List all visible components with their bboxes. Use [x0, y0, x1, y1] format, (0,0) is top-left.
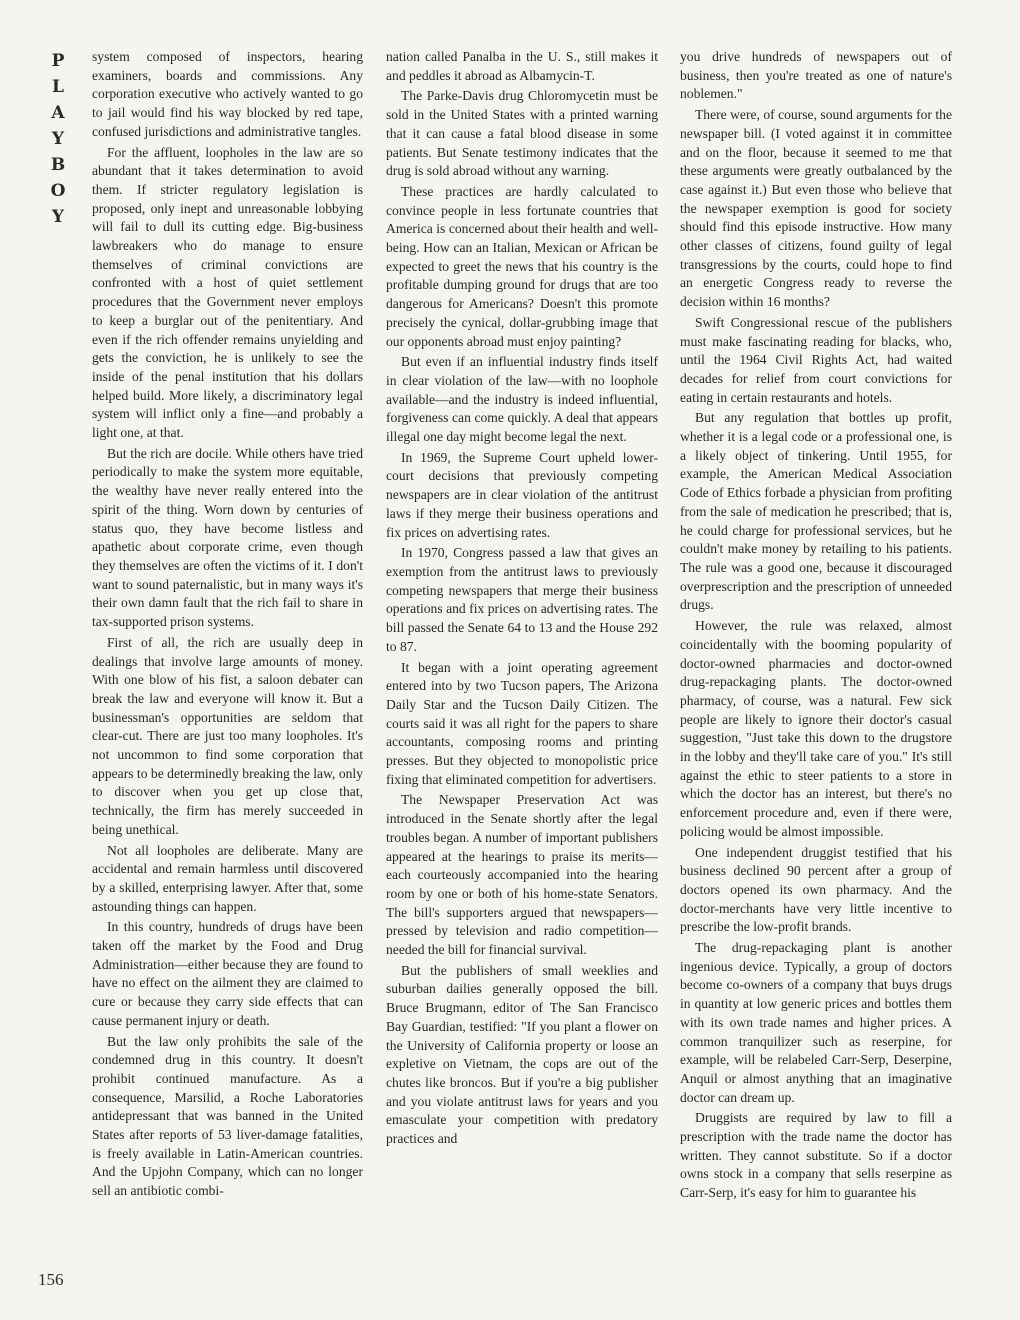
paragraph: Druggists are required by law to fill a prescription with the trade name the doctor has written. They cannot substitute. So if a doctor owns stock in a company that sells reserpine as Carr-Serp, it's easy for him to guarantee his: [680, 1110, 952, 1201]
paragraph: But the rich are docile. While others have tried periodically to make the system more equitable, the wealthy have never really entered into the spirit of the thing. Worn down by centuries of status quo, they have become listless and apathetic about corporate crime, even though they themselves are often the victims of it. I don't want to sound paternalistic, but in many ways it's their own damn fault that the rich fail to share in tax-supported prison systems.: [92, 445, 363, 630]
paragraph: But the law only prohibits the sale of the condemned drug in this country. It doesn't prohibit continued manufacture. As a consequence, Marsilid, a Roche Laboratories antidepressant that was banned in the United States after reports of 53 liver-damage fatalities, is freely available in Latin-American countries. And the Upjohn Company, which can no longer sell an antibiotic combi-: [92, 1033, 363, 1199]
paragraph: However, the rule was relaxed, almost coincidentally with the booming popularity of doctor-owned pharmacies and doctor-owned drug-repackaging plants. The doctor-owned pharmacy, of course, was a natural. Few sick people are likely to ignore their doctor's casual suggestion, "Just take this down to the drugstore in the lobby and they'll take care of you." It's still against the ethic to steer patients to a store in which the doctor has an interest, but there's no enforcement procedure and, even if there were, policing would be almost impossible.: [680, 618, 952, 839]
magazine-letter: Y: [51, 207, 65, 227]
magazine-letter: L: [52, 77, 64, 97]
magazine-letter: A: [51, 103, 65, 123]
paragraph: For the affluent, loopholes in the law are so abundant that it takes determination to avoid them. If stricter regulatory legislation is proposed, only inept and unreasonable lobbying will fail to dull its cutting edge. Big-business lawbreakers who do manage to ensure themselves of criminal convictions are confronted with a host of quiet settlement procedures that the Government never employs to keep a burglar out of the penitentiary. And even if the rich offender remains unyielding and gets the conviction, he is unlikely to see the inside of the penal institution that his dollars helped build. More likely, a discriminatory legal system will inflict only a fine—and probably a light one, at that.: [92, 144, 363, 441]
paragraph: The Newspaper Preservation Act was introduced in the Senate shortly after the legal troubles began. A number of important publishers appeared at the hearings to praise its merits—each courteously accompanied into the hearing room by one or both of his home-state Senators. The bill's supporters argued that newspapers—pressed by television and radio competition—needed the bill for financial survival.: [386, 792, 658, 958]
paragraph: In this country, hundreds of drugs have been taken off the market by the Food and Drug Administration—either because they are found to have no effect on the ailment they are claimed to cure or because they carry side effects that can cause permanent injury or death.: [92, 919, 363, 1028]
paragraph: One independent druggist testified that his business declined 90 percent after a group of doctors opened its own pharmacy. And the doctor-merchants have very little incentive to prescribe the low-profit brands.: [680, 844, 952, 935]
magazine-letter: P: [51, 51, 65, 71]
magazine-letter: B: [50, 155, 66, 175]
paragraph: In 1969, the Supreme Court upheld lower-court decisions that previously competing newspapers are in clear violation of the antitrust laws if they merge their business operations and fix prices on advertising rates.: [386, 449, 658, 540]
text-column-1: [92, 48, 363, 1298]
paragraph: The Parke-Davis drug Chloromycetin must be sold in the United States with a printed warning that it can cause a fatal blood disease in some patients. But Senate testimony indicates that the drug is sold abroad without any warning.: [386, 88, 658, 179]
magazine-name-vertical: [38, 48, 78, 230]
paragraph: you drive hundreds of newspapers out of business, then you're treated as one of nature's noblemen.": [680, 49, 952, 102]
paragraph: It began with a joint operating agreement entered into by two Tucson papers, The Arizona Daily Star and the Tucson Daily Citizen. The courts said it was all right for the papers to share accountants, composing rooms and printing presses. But they objected to monopolistic price fixing that eliminated competition for advertisers.: [386, 659, 658, 787]
paragraph: But even if an influential industry finds itself in clear violation of the law—with no loophole available—and the industry is indeed influential, forgiveness can come quickly. A deal that appears illegal one day might become legal the next.: [386, 354, 658, 445]
magazine-letter: Y: [51, 129, 65, 149]
magazine-letter: O: [50, 181, 66, 201]
paragraph: But the publishers of small weeklies and suburban dailies generally opposed the bill. Bruce Brugmann, editor of The San Francisco Bay Guardian, testified: "If you plant a flower on the University of California property or loose an expletive on Vietnam, the cops are out of the chutes like broncos. But if you're a big publisher and you violate antitrust laws for years and you emasculate your competition with predatory practices and: [386, 962, 658, 1147]
paragraph: In 1970, Congress passed a law that gives an exemption from the antitrust laws to previously competing newspapers that merge their business operations and fix prices on advertising rates. The bill passed the Senate 64 to 13 and the House 292 to 87.: [386, 545, 658, 654]
text-column-3: [680, 48, 952, 1298]
paragraph: First of all, the rich are usually deep in dealings that involve large amounts of money. With one blow of his fist, a saloon debater can break the law and everyone will know it. But a businessman's opportunities are seldom that clear-cut. There are just too many loopholes. It's not uncommon to find some corporation that appears to be determinedly breaking the law, only to discover when you get up close that, technically, the firm has merely succeeded in being unethical.: [92, 634, 363, 837]
paragraph: But any regulation that bottles up profit, whether it is a legal code or a professional one, is a likely object of tinkering. Until 1955, for example, the American Medical Association Code of Ethics forbade a physician from profiting from the sale of medication he prescribed; that is, he could charge for professional services, but he couldn't make money by retailing to his patients. The rule was a good one, because it discouraged overprescription and the prescription of unneeded drugs.: [680, 410, 952, 613]
paragraph: system composed of inspectors, hearing examiners, boards and commissions. Any corporation executive who actively wanted to go to jail would find his way blocked by red tape, confused jurisdictions and administrative tangles.: [92, 49, 363, 139]
paragraph: These practices are hardly calculated to convince people in less fortunate countries that America is concerned about their health and well-being. How can an Italian, Mexican or African be expected to greet the news that his country is the profitable dumping ground for drugs that are too dangerous for Americans? Doesn't this promote precisely the cynical, dollar-grubbing image that our opponents abroad must enjoy painting?: [386, 183, 658, 349]
paragraph: The drug-repackaging plant is another ingenious device. Typically, a group of doctors become co-owners of a company that buys drugs in quantity at low generic prices and bottles them with its own trade names and higher prices. A common tranquilizer such as reserpine, for example, will be relabeled Carr-Serp, Deserpine, Anquil or almost anything that an imaginative doctor can dream up.: [680, 940, 952, 1105]
paragraph: There were, of course, sound arguments for the newspaper bill. (I voted against it in committee and on the floor, because it seemed to me that these arguments were greatly outbalanced by the case against it.) But even those who believe that the newspaper exemption is good for society should find this episode instructive. How many other classes of citizens, found guilty of legal transgressions by the courts, could hope to find an energetic Congress ready to reverse the decision within 16 months?: [680, 107, 952, 310]
text-column-2: [386, 48, 658, 1298]
paragraph: Swift Congressional rescue of the publishers must make fascinating reading for blacks, who, until the 1964 Civil Rights Act, had waited decades for relief from court convictions for eating in certain restaurants and hotels.: [680, 314, 952, 405]
paragraph: Not all loopholes are deliberate. Many are accidental and remain harmless until discovered by a skilled, enterprising lawyer. After that, some astounding things can happen.: [92, 842, 363, 914]
page-number: 156: [38, 1270, 64, 1289]
paragraph: nation called Panalba in the U. S., still makes it and peddles it abroad as Albamycin-T.: [386, 49, 658, 83]
